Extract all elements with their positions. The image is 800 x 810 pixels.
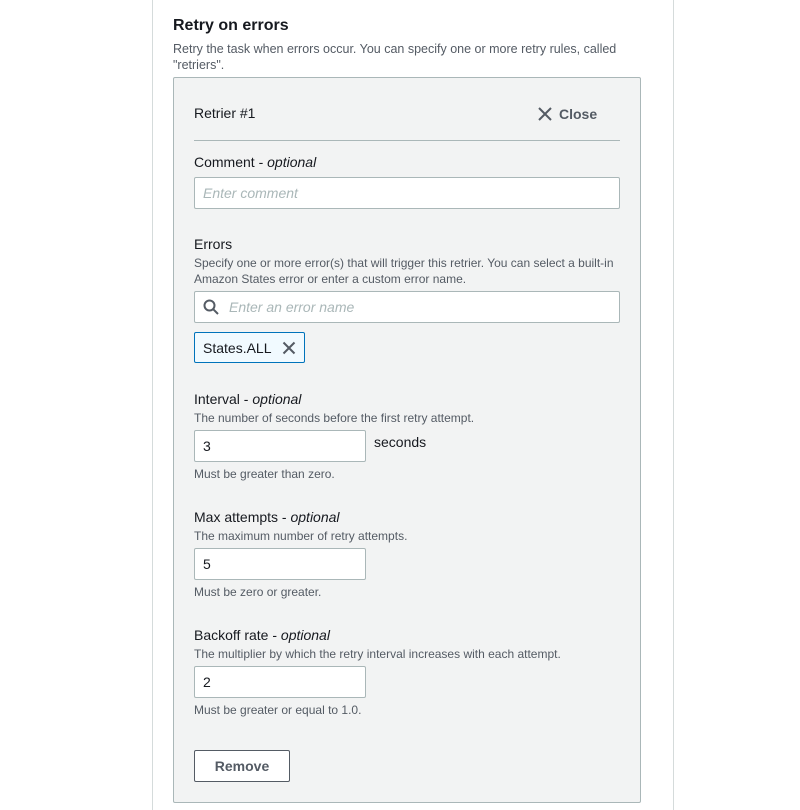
error-token bbox=[194, 332, 305, 363]
comment-input[interactable] bbox=[194, 177, 620, 209]
interval-label: Interval - optional bbox=[194, 391, 302, 407]
close-button[interactable] bbox=[537, 103, 597, 125]
divider bbox=[194, 140, 620, 141]
optional-tag: optional bbox=[290, 509, 340, 525]
error-search-field[interactable] bbox=[194, 291, 620, 323]
max-attempts-input[interactable] bbox=[194, 548, 366, 580]
max-attempts-label: Max attempts - optional bbox=[194, 509, 340, 525]
backoff-rate-constraint: Must be greater or equal to 1.0. bbox=[194, 703, 362, 717]
optional-tag: optional bbox=[252, 391, 302, 407]
close-icon[interactable] bbox=[282, 341, 296, 355]
interval-unit: seconds bbox=[374, 434, 427, 450]
retrier-title: Retrier #1 bbox=[194, 105, 256, 121]
section-description: Retry the task when errors occur. You can specify one or more retry rules, called "retriers". bbox=[173, 42, 617, 72]
interval-label-text: Interval bbox=[194, 391, 240, 407]
search-icon bbox=[203, 299, 219, 315]
comment-label: Comment - optional bbox=[194, 154, 317, 170]
optional-tag: optional bbox=[280, 627, 330, 643]
error-token-label: States.ALL bbox=[203, 339, 272, 356]
errors-label: Errors bbox=[194, 236, 233, 252]
errors-description: Specify one or more error(s) that will trigger this retrier. You can select a built-in Amazon States error or enter a custom error name. bbox=[194, 256, 614, 286]
close-label: Close bbox=[559, 106, 598, 122]
backoff-rate-input[interactable] bbox=[194, 666, 366, 698]
error-search-input[interactable] bbox=[227, 298, 601, 316]
max-attempts-label-text: Max attempts bbox=[194, 509, 279, 525]
backoff-rate-label-text: Backoff rate bbox=[194, 627, 269, 643]
interval-input[interactable] bbox=[194, 430, 366, 462]
comment-label-text: Comment bbox=[194, 154, 255, 170]
max-attempts-description: The maximum number of retry attempts. bbox=[194, 529, 408, 543]
section-title: Retry on errors bbox=[173, 17, 289, 34]
backoff-rate-label: Backoff rate - optional bbox=[194, 627, 330, 643]
optional-tag: optional bbox=[267, 154, 317, 170]
max-attempts-constraint: Must be zero or greater. bbox=[194, 585, 322, 599]
close-icon bbox=[537, 106, 553, 122]
interval-constraint: Must be greater than zero. bbox=[194, 467, 335, 481]
backoff-rate-description: The multiplier by which the retry interval increases with each attempt. bbox=[194, 647, 561, 661]
remove-button[interactable]: Remove bbox=[194, 750, 290, 782]
interval-description: The number of seconds before the first retry attempt. bbox=[194, 411, 475, 425]
